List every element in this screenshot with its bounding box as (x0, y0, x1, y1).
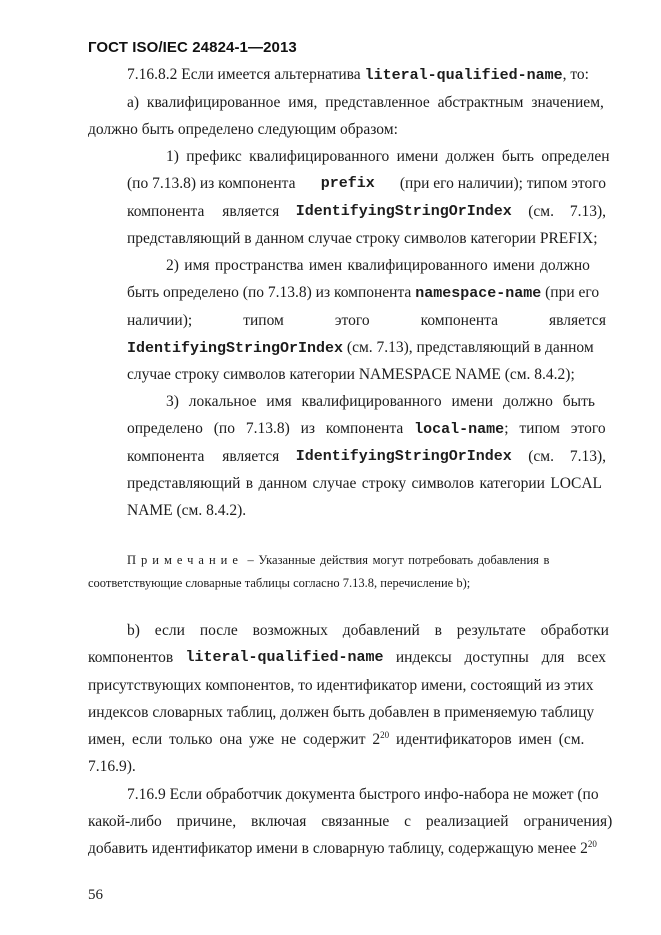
item-b-line-5: имен, если только она уже не содержит $2^{20}$ идентификаторов имен (см. (88, 730, 585, 748)
item-a-line-1: а) квалифицированное имя, представленное абстрактным значением, (127, 94, 604, 111)
term-literal-qualified-name: literal-qualified-name (364, 67, 563, 84)
item-1-line-2: (по 7.13.8) из компонента prefix (при его наличии); типом этого (127, 175, 606, 192)
note-label: Примечание (127, 553, 243, 567)
item-a-line-2: должно быть определено следующим образом: (88, 121, 398, 138)
page-number: 56 (88, 887, 103, 903)
item-1-line-4: представляющий в данном случае строку символов категории PREFIX; (127, 230, 598, 247)
item-1-line-3: компонента является IdentifyingStringOrIndex (см. 7.13), (127, 203, 606, 220)
item-3-line-3: компонента является IdentifyingStringOrIndex (см. 7.13), (127, 448, 606, 465)
item-2-line-5: случае строку символов категории NAMESPACE NAME (см. 8.4.2); (127, 366, 575, 383)
term-local-name: local-name (414, 421, 505, 438)
item-2-line-4: IdentifyingStringOrIndex (см. 7.13), представляющий в данном (127, 339, 594, 357)
term-identifying-string-or-index: IdentifyingStringOrIndex (295, 448, 512, 465)
term-namespace-name: namespace-name (415, 285, 542, 302)
term-literal-qualified-name: literal-qualified-name (185, 649, 384, 666)
page-header-title: ГОСТ ISO/IEC 24824-1—2013 (88, 39, 297, 56)
item-b-line-2: компонентов literal-qualified-name индексы доступны для всех (88, 649, 606, 666)
item-3-line-4: представляющий в данном случае строку символов категории LOCAL (127, 475, 602, 492)
item-3-line-2: определено (по 7.13.8) из компонента local-name; типом этого (127, 420, 606, 438)
clause-7-16-8-2-intro: 7.16.8.2 Если имеется альтернатива literal-qualified-name, то: (127, 66, 589, 84)
exponent-20: 20 (380, 730, 390, 740)
item-2-line-1: 2) имя пространства имен квалифицированного имени должно (166, 257, 590, 274)
term-identifying-string-or-index: IdentifyingStringOrIndex (127, 340, 344, 357)
term-identifying-string-or-index: IdentifyingStringOrIndex (295, 203, 512, 220)
item-b-line-1: b) если после возможных добавлений в результате обработки (127, 622, 609, 639)
item-b-line-3: присутствующих компонентов, то идентификатор имени, состоящий из этих (88, 677, 594, 694)
item-1-line-1: 1) префикс квалифицированного имени должен быть определен (166, 148, 610, 165)
item-3-line-5: NAME (см. 8.4.2). (127, 502, 247, 519)
note-line-1: Примечание – Указанные действия могут потребовать добавления в (127, 553, 550, 567)
item-2-line-3: наличии); типом этого компонента является (127, 312, 606, 329)
item-3-line-1: 3) локальное имя квалифицированного имени должно быть (166, 393, 595, 410)
item-2-line-2: быть определено (по 7.13.8) из компонента namespace-name (при его (127, 284, 600, 302)
clause-7-16-9-line-3: добавить идентификатор имени в словарную таблицу, содержащую менее $2^{20}$ (88, 839, 597, 857)
term-prefix: prefix (320, 175, 375, 192)
clause-7-16-9-line-2: какой-либо причине, включая связанные с реализацией ограничения) (88, 813, 613, 830)
exponent-20: 20 (587, 839, 597, 849)
item-b-line-4: индексов словарных таблиц, должен быть добавлен в применяемую таблицу (88, 704, 595, 721)
note-line-2: соответствующие словарные таблицы согласно 7.13.8, перечисление b); (88, 576, 471, 590)
item-b-line-6: 7.16.9). (88, 758, 136, 775)
clause-7-16-9-line-1: 7.16.9 Если обработчик документа быстрого инфо-набора не может (по (127, 786, 599, 803)
